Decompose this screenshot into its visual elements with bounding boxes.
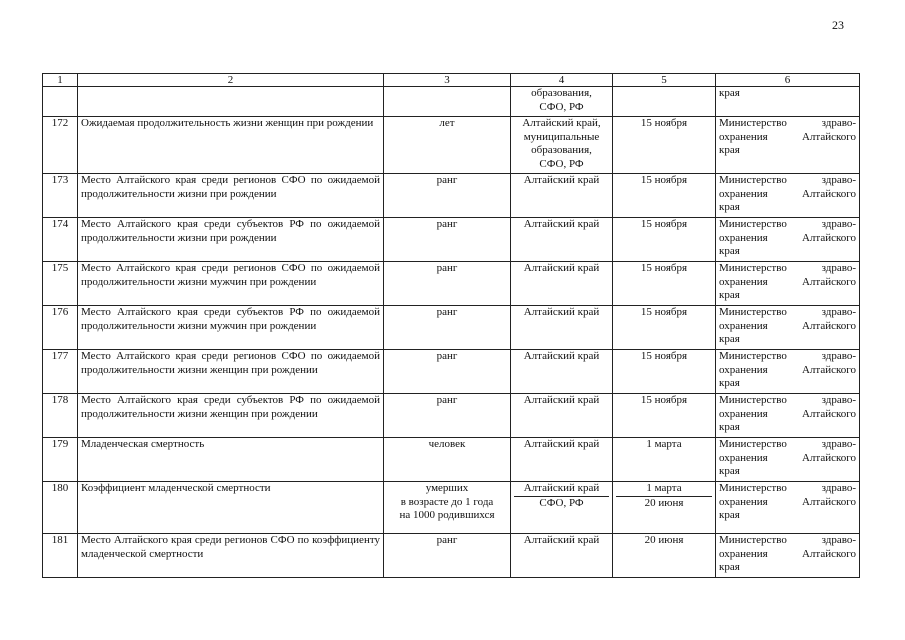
territory-cell-line: СФО, РФ [539, 157, 584, 170]
row-number-cell: 180 [43, 482, 78, 534]
table-row [43, 534, 860, 578]
unit-cell-line: ранг [436, 218, 458, 230]
table-row [43, 87, 860, 117]
column-header: 2 [78, 74, 384, 87]
territory-cell [511, 262, 613, 306]
indicator-name-cell: Ожидаемая продолжительность жизни женщин при рождении [78, 117, 384, 174]
unit-cell-line: ранг [436, 174, 458, 186]
territory-cell-line: Алтайский край [523, 350, 600, 362]
deadline-cell [613, 87, 716, 117]
deadline-cell: 15 ноября [613, 174, 716, 218]
unit-cell [384, 218, 511, 262]
territory-cell [511, 350, 613, 394]
unit-cell [384, 534, 511, 578]
responsible-org-cell [716, 438, 860, 482]
territory-cell [511, 482, 613, 534]
table-row [43, 218, 860, 262]
responsible-org-line: края [719, 289, 740, 302]
indicator-name-cell: Коэффициент младенческой смертности [78, 482, 384, 534]
table-row [43, 174, 860, 218]
deadline-cell: 20 июня [613, 534, 716, 578]
responsible-org-line: Министерство здраво- [719, 482, 856, 494]
responsible-org-line: края [719, 421, 740, 434]
responsible-org-line: Министерство здраво- [719, 117, 856, 129]
unit-cell [384, 87, 511, 117]
responsible-org-line: края [719, 509, 740, 522]
territory-cell [511, 117, 613, 174]
responsible-org-cell [716, 534, 860, 578]
responsible-org-line: края [719, 87, 740, 99]
territory-cell-line: образования, [531, 87, 592, 99]
territory-cell-line: Алтайский край [523, 394, 600, 406]
unit-cell-line: лет [439, 117, 455, 129]
unit-cell [384, 174, 511, 218]
responsible-org-cell [716, 306, 860, 350]
territory-cell-line: муниципальные [523, 130, 600, 143]
unit-cell-line: человек [428, 438, 466, 450]
column-header: 3 [384, 74, 511, 87]
unit-cell [384, 306, 511, 350]
deadline-part: 20 июня [644, 497, 684, 509]
indicator-name-cell: Место Алтайского края среди субъектов РФ по ожидаемой продолжительности жизни мужчин при рождении [78, 306, 384, 350]
row-number-cell: 175 [43, 262, 78, 306]
deadline-cell: 15 ноября [613, 394, 716, 438]
deadline-cell: 15 ноября [613, 306, 716, 350]
territory-cell [511, 306, 613, 350]
table-row [43, 438, 860, 482]
territory-cell-line: Алтайский край [523, 174, 600, 186]
responsible-org-cell [716, 174, 860, 218]
deadline-cell: 15 ноября [613, 117, 716, 174]
responsible-org-line: края [719, 377, 740, 390]
responsible-org-line: охранения Алтайского [719, 187, 856, 200]
unit-cell-line: ранг [436, 394, 458, 406]
table-row [43, 117, 860, 174]
territory-cell [511, 218, 613, 262]
territory-cell-line: СФО, РФ [539, 100, 584, 113]
territory-cell [511, 87, 613, 117]
responsible-org-line: охранения Алтайского [719, 231, 856, 244]
responsible-org-line: Министерство здраво- [719, 174, 856, 186]
row-number-cell: 177 [43, 350, 78, 394]
responsible-org-line: края [719, 245, 740, 258]
column-header: 1 [43, 74, 78, 87]
deadline-cell: 1 марта [613, 438, 716, 482]
row-number-cell: 181 [43, 534, 78, 578]
territory-cell-line: образования, [531, 144, 592, 157]
deadline-cell: 15 ноября [613, 262, 716, 306]
unit-cell-line: умерших [425, 482, 469, 494]
responsible-org-cell [716, 350, 860, 394]
table-row [43, 350, 860, 394]
territory-cell [511, 174, 613, 218]
unit-cell [384, 394, 511, 438]
territory-cell-line: Алтайский край, [522, 117, 601, 129]
territory-cell-line: Алтайский край [523, 438, 600, 450]
indicator-name-cell: Место Алтайского края среди регионов СФО по ожидаемой продолжительности жизни мужчин при рождении [78, 262, 384, 306]
responsible-org-line: края [719, 561, 740, 574]
row-number-cell: 173 [43, 174, 78, 218]
responsible-org-line: Министерство здраво- [719, 350, 856, 362]
table-header-row [43, 74, 860, 87]
responsible-org-line: края [719, 144, 740, 157]
column-header: 6 [716, 74, 860, 87]
responsible-org-line: края [719, 333, 740, 346]
responsible-org-line: охранения Алтайского [719, 451, 856, 464]
unit-cell [384, 438, 511, 482]
responsible-org-cell [716, 218, 860, 262]
row-number-cell: 174 [43, 218, 78, 262]
table-row [43, 306, 860, 350]
territory-part: СФО, РФ [539, 497, 584, 509]
column-header: 4 [511, 74, 613, 87]
territory-cell-line: Алтайский край [523, 534, 600, 546]
page-number: 23 [832, 18, 844, 32]
indicator-name-cell: Место Алтайского края среди регионов СФО по ожидаемой продолжительности жизни женщин при рождении [78, 350, 384, 394]
territory-cell-line: Алтайский край [523, 306, 600, 318]
deadline-cell: 15 ноября [613, 218, 716, 262]
responsible-org-cell [716, 262, 860, 306]
unit-cell-line: на 1000 родившихся [399, 509, 495, 522]
row-number-cell: 178 [43, 394, 78, 438]
unit-cell [384, 482, 511, 534]
responsible-org-line: охранения Алтайского [719, 547, 856, 560]
responsible-org-line: Министерство здраво- [719, 262, 856, 274]
indicator-name-cell: Место Алтайского края среди регионов СФО по ожидаемой продолжительности жизни при рождении [78, 174, 384, 218]
deadline-cell: 15 ноября [613, 350, 716, 394]
responsible-org-cell [716, 87, 860, 117]
deadline-part: 1 марта [616, 482, 712, 497]
unit-cell-line: ранг [436, 350, 458, 362]
row-number-cell: 179 [43, 438, 78, 482]
responsible-org-cell [716, 394, 860, 438]
table-row [43, 482, 860, 534]
responsible-org-line: Министерство здраво- [719, 438, 856, 450]
responsible-org-cell [716, 482, 860, 534]
responsible-org-line: охранения Алтайского [719, 275, 856, 288]
unit-cell-line: в возрасте до 1 года [400, 495, 494, 508]
responsible-org-line: Министерство здраво- [719, 306, 856, 318]
unit-cell [384, 350, 511, 394]
territory-cell-line: Алтайский край [523, 218, 600, 230]
indicator-name-cell [78, 87, 384, 117]
responsible-org-line: охранения Алтайского [719, 495, 856, 508]
responsible-org-line: края [719, 465, 740, 478]
responsible-org-line: края [719, 201, 740, 214]
responsible-org-line: охранения Алтайского [719, 319, 856, 332]
responsible-org-line: Министерство здраво- [719, 534, 856, 546]
responsible-org-line: Министерство здраво- [719, 218, 856, 230]
column-header: 5 [613, 74, 716, 87]
territory-part: Алтайский край [514, 482, 609, 497]
unit-cell [384, 117, 511, 174]
responsible-org-line: охранения Алтайского [719, 407, 856, 420]
indicator-name-cell: Место Алтайского края среди регионов СФО по коэффициенту младенческой смертности [78, 534, 384, 578]
territory-cell [511, 394, 613, 438]
row-number-cell [43, 87, 78, 117]
unit-cell-line: ранг [436, 534, 458, 546]
deadline-cell [613, 482, 716, 534]
table-row [43, 262, 860, 306]
responsible-org-line: охранения Алтайского [719, 363, 856, 376]
indicator-name-cell: Младенческая смертность [78, 438, 384, 482]
responsible-org-line: охранения Алтайского [719, 130, 856, 143]
indicators-table [42, 73, 860, 578]
indicator-name-cell: Место Алтайского края среди субъектов РФ по ожидаемой продолжительности жизни женщин при рождении [78, 394, 384, 438]
territory-cell-line: Алтайский край [523, 262, 600, 274]
indicator-name-cell: Место Алтайского края среди субъектов РФ по ожидаемой продолжительности жизни при рождении [78, 218, 384, 262]
row-number-cell: 176 [43, 306, 78, 350]
territory-cell [511, 534, 613, 578]
responsible-org-cell [716, 117, 860, 174]
row-number-cell: 172 [43, 117, 78, 174]
unit-cell-line: ранг [436, 262, 458, 274]
unit-cell-line: ранг [436, 306, 458, 318]
responsible-org-line: Министерство здраво- [719, 394, 856, 406]
unit-cell [384, 262, 511, 306]
table-row [43, 394, 860, 438]
territory-cell [511, 438, 613, 482]
